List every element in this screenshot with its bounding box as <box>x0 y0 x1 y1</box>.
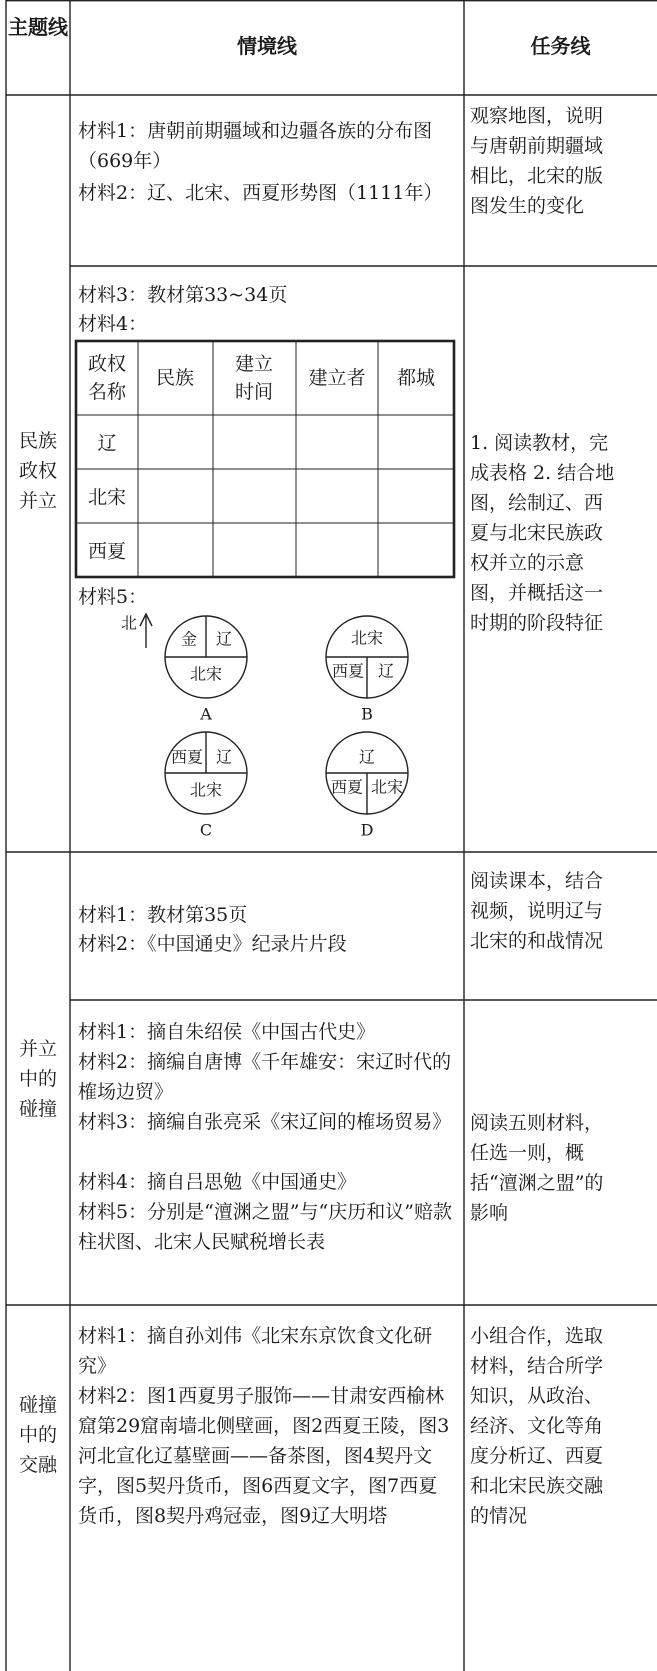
diagram-c-region: 辽 <box>215 747 233 767</box>
diagram-d-region: 西夏 <box>330 777 364 797</box>
task-text: 阅读课本，结合视频，说明辽与北宋的和战情况 <box>470 870 604 952</box>
material-line: 材料2：摘编自唐博《千年雄安：宋辽时代的榷场边贸》 <box>78 1051 452 1103</box>
table-header-cell: 建立者 <box>308 367 366 389</box>
diagram-c-region: 西夏 <box>170 747 204 767</box>
diagram-a-region: 北宋 <box>189 664 223 684</box>
theme-label-coexist: 民族政权并立 <box>18 430 57 512</box>
north-label: 北 <box>120 613 138 633</box>
diagram-a-circle <box>165 616 247 698</box>
header-context-label: 情境线 <box>237 34 297 58</box>
diagram-c-region: 北宋 <box>189 780 223 800</box>
material-line: 材料4：摘自吕思勉《中国通史》 <box>78 1171 357 1193</box>
material-line: 材料2：图1西夏男子服饰——甘肃安西榆林窟第29窟南墙北侧壁画，图2西夏王陵，图3河北宣化辽墓壁画——备茶图，图4契丹文字，图5契丹货币，图6西夏文字，图7西夏货币，图8契丹鸡冠壶，图9辽大明塔 <box>78 1385 450 1527</box>
material-line: 材料3：摘编自张亮采《宋辽间的榷场贸易》 <box>78 1111 452 1133</box>
diagram-b-region: 辽 <box>377 661 395 681</box>
theme-label-fusion: 碰撞中的交融 <box>18 1394 57 1476</box>
material-line: 材料3：教材第33~34页 <box>78 284 288 306</box>
material-line: 材料5：分别是“澶渊之盟”与“庆历和议”赔款柱状图、北宋人民赋税增长表 <box>78 1201 452 1253</box>
diagram-a-label: A <box>200 704 212 724</box>
diagram-d-region: 辽 <box>358 747 376 767</box>
diagram-d-region: 北宋 <box>370 777 404 797</box>
material-line: 材料1：教材第35页 <box>78 904 248 926</box>
material-line: 材料1：摘自孙刘伟《北宋东京饮食文化研究》 <box>78 1325 433 1377</box>
table-row-label: 西夏 <box>87 540 127 563</box>
task-text: 1. 阅读教材，完成表格 2. 结合地图，绘制辽、西夏与北宋民族政权并立的示意图，并概括这一时期的阶段特征 <box>470 432 615 634</box>
diagram-a-region: 辽 <box>215 629 233 649</box>
table-header-cell: 民族 <box>155 367 195 389</box>
task-text: 观察地图，说明与唐朝前期疆域相比，北宋的版图发生的变化 <box>470 105 604 217</box>
theme-label-clash: 并立中的碰撞 <box>18 1038 57 1120</box>
table-header-cell: 都城 <box>396 367 436 389</box>
header-task-label: 任务线 <box>530 34 591 58</box>
diagram-d-label: D <box>360 820 374 840</box>
material-line: 材料4： <box>78 313 148 335</box>
diagram-a-region: 金 <box>180 629 198 649</box>
task-text: 小组合作，选取材料，结合所学知识，从政治、经济、文化等角度分析辽、西夏和北宋民族交融的情况 <box>470 1325 604 1527</box>
header-theme-cell <box>6 10 70 44</box>
table-header-cell: 建立时间 <box>234 353 273 403</box>
table-row-label: 辽 <box>97 432 117 455</box>
north-arrow-icon <box>140 614 152 648</box>
diagram-b-region: 北宋 <box>350 628 384 648</box>
material-line: 材料1：摘自朱绍侯《中国古代史》 <box>78 1021 376 1043</box>
table-header-cell: 政权名称 <box>87 353 126 403</box>
material-line: 材料1：唐朝前期疆域和边疆各族的分布图（669年） <box>78 120 433 172</box>
task-text: 阅读五则材料，任选一则，概括“澶渊之盟”的影响 <box>470 1112 604 1224</box>
table-row-label: 北宋 <box>87 486 127 509</box>
diagram-b-label: B <box>361 704 373 724</box>
material-line: 材料2：《中国通史》纪录片片段 <box>78 933 347 955</box>
material-line: 材料5： <box>78 586 148 608</box>
material-line: 材料2：辽、北宋、西夏形势图（1111年） <box>78 182 443 204</box>
diagram-c-label: C <box>199 820 213 840</box>
header-theme-label: 主题线 <box>8 15 68 39</box>
diagram-b-region: 西夏 <box>331 661 365 681</box>
